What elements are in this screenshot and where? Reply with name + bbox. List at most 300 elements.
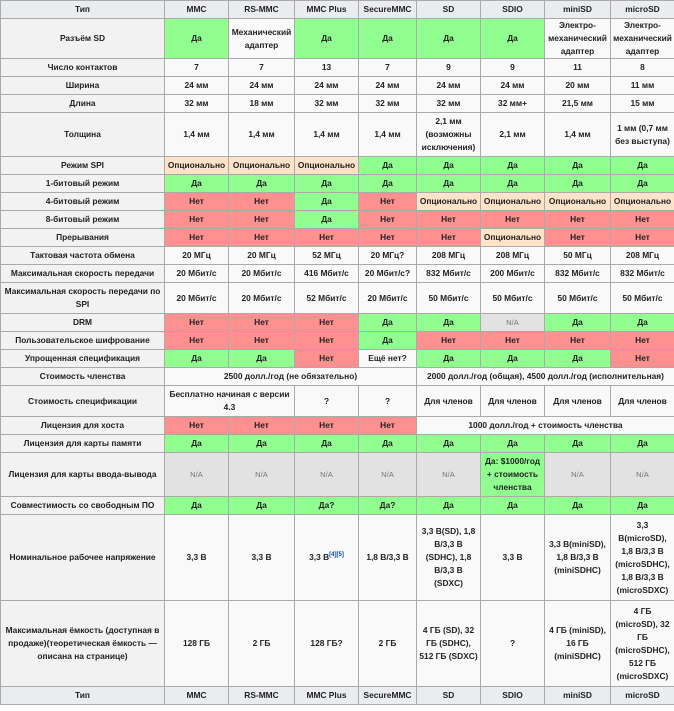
value-text: Нет	[189, 196, 204, 206]
value-cell	[611, 59, 674, 77]
value-cell	[229, 193, 295, 211]
value-text: Да	[507, 438, 518, 448]
value-text: Да	[507, 178, 518, 188]
value-text: Нет	[570, 232, 585, 242]
row-bit4	[1, 193, 674, 211]
value-text: Опционально	[483, 196, 542, 206]
value-cell	[229, 229, 295, 247]
value-cell	[295, 435, 359, 453]
footer-cell: microSD	[611, 687, 674, 705]
value-text: Бесплатно начиная с версии 4.3	[169, 389, 290, 412]
value-cell	[359, 265, 417, 283]
value-text: Да	[191, 353, 202, 363]
value-text: 18 мм	[249, 98, 274, 108]
value-cell	[545, 435, 611, 453]
value-cell	[359, 515, 417, 601]
value-cell	[481, 19, 545, 59]
header-cell: SD	[417, 1, 481, 19]
value-text: Да	[637, 160, 648, 170]
value-cell	[165, 211, 229, 229]
value-text: 2 ГБ	[378, 638, 397, 648]
value-cell	[229, 265, 295, 283]
value-text: Нет	[189, 232, 204, 242]
value-text: N/A	[506, 318, 519, 327]
value-text: Опционально	[548, 196, 607, 206]
header-cell: MMC Plus	[295, 1, 359, 19]
row-label: Совместимость со свободным ПО	[1, 497, 165, 515]
value-cell	[417, 350, 481, 368]
value-text: Да	[321, 33, 332, 43]
value-cell	[545, 497, 611, 515]
value-text: Нет	[254, 335, 269, 345]
value-cell	[229, 435, 295, 453]
value-cell	[611, 386, 674, 417]
value-cell	[295, 19, 359, 59]
row-label: DRM	[1, 314, 165, 332]
value-cell	[545, 386, 611, 417]
header-cell: miniSD	[545, 1, 611, 19]
value-cell	[229, 314, 295, 332]
value-cell	[165, 193, 229, 211]
value-cell	[295, 175, 359, 193]
value-cell	[545, 19, 611, 59]
value-cell	[611, 211, 674, 229]
value-cell	[417, 265, 481, 283]
value-cell	[295, 77, 359, 95]
value-text: Да	[572, 438, 583, 448]
value-text: 208 МГц	[495, 250, 530, 260]
value-text: Нет	[254, 232, 269, 242]
row-label: Лицензия для карты ввода-вывода	[1, 453, 165, 497]
reference-link[interactable]: [4][5]	[329, 552, 344, 559]
value-cell	[359, 95, 417, 113]
row-drm	[1, 314, 674, 332]
value-text: 128 ГБ?	[310, 638, 343, 648]
value-cell	[359, 193, 417, 211]
value-text: Нет	[570, 214, 585, 224]
value-text: Да	[443, 178, 454, 188]
value-cell	[295, 193, 359, 211]
row-voltage	[1, 515, 674, 601]
value-cell	[359, 77, 417, 95]
value-cell	[611, 175, 674, 193]
footer-cell: SDIO	[481, 687, 545, 705]
footer-cell: Тип	[1, 687, 165, 705]
row-speccost	[1, 386, 674, 417]
value-cell	[611, 265, 674, 283]
value-cell	[417, 332, 481, 350]
value-cell	[229, 95, 295, 113]
row-label: Ширина	[1, 77, 165, 95]
value-cell	[165, 77, 229, 95]
value-text: 20 МГц?	[370, 250, 405, 260]
value-cell	[545, 77, 611, 95]
value-cell	[481, 601, 545, 687]
value-text: Для членов	[618, 395, 667, 406]
value-text: 11	[573, 62, 582, 72]
value-text: 2000 долл./год (общая), 4500 долл./год (исполнительная)	[427, 371, 664, 381]
value-text: 50 Мбит/с	[622, 292, 663, 303]
value-text: N/A	[190, 470, 203, 479]
value-text: Да	[382, 160, 393, 170]
value-text: Да	[507, 353, 518, 363]
row-maxspeed	[1, 265, 674, 283]
value-text: Да?	[318, 500, 335, 510]
value-text: 3,3 В(microSD), 1,8 В/3,3 В (microSDHC), 1,8 В/3,3 В (microSDXC)	[615, 519, 670, 595]
value-cell	[417, 229, 481, 247]
value-cell	[417, 95, 481, 113]
value-cell	[295, 247, 359, 265]
value-text: Да	[637, 500, 648, 510]
value-cell	[165, 59, 229, 77]
footer-cell: RS-MMC	[229, 687, 295, 705]
value-cell	[417, 515, 481, 601]
value-cell	[611, 229, 674, 247]
value-text: 9	[446, 62, 451, 72]
value-text: Да	[256, 178, 267, 188]
value-cell	[417, 417, 674, 435]
value-cell	[229, 497, 295, 515]
value-cell	[481, 453, 545, 497]
value-cell	[545, 175, 611, 193]
value-text: 2 ГБ	[252, 638, 271, 648]
row-bit1	[1, 175, 674, 193]
value-text: Да	[382, 317, 393, 327]
value-cell	[229, 19, 295, 59]
value-text: 24 мм	[184, 80, 209, 90]
value-cell	[545, 350, 611, 368]
value-text: Да	[572, 353, 583, 363]
value-text: Да	[637, 317, 648, 327]
value-text: 24 мм	[500, 80, 525, 90]
value-text: Да?	[379, 500, 396, 510]
value-text: 20 Мбит/с	[367, 292, 408, 303]
row-label: Длина	[1, 95, 165, 113]
value-cell	[229, 77, 295, 95]
value-cell	[229, 247, 295, 265]
header-cell: SecureMMC	[359, 1, 417, 19]
value-cell	[481, 77, 545, 95]
value-text: Да	[507, 160, 518, 170]
value-text: 52 Мбит/с	[306, 292, 347, 303]
value-text: 4 ГБ (SD), 32 ГБ (SDHC), 512 ГБ (SDXC)	[419, 625, 478, 661]
value-cell	[481, 350, 545, 368]
value-text: 24 мм	[375, 80, 400, 90]
value-cell	[229, 113, 295, 157]
value-text: Да	[191, 438, 202, 448]
value-cell	[165, 95, 229, 113]
value-text: 3,3 В(SD), 1,8 В/3,3 В (SDHC), 1,8 В/3,3 В (SDXC)	[421, 526, 476, 588]
value-cell	[359, 59, 417, 77]
value-text: Нет	[254, 196, 269, 206]
value-cell	[295, 265, 359, 283]
value-text: 2500 долл./год (не обязательно)	[223, 371, 358, 381]
value-cell	[481, 247, 545, 265]
row-thickness	[1, 113, 674, 157]
value-cell	[229, 332, 295, 350]
value-cell	[295, 332, 359, 350]
row-label: Упрощенная спецификация	[1, 350, 165, 368]
value-cell	[417, 435, 481, 453]
value-text: ?	[323, 395, 330, 406]
value-text: Опционально	[483, 232, 542, 242]
footer-cell: SecureMMC	[359, 687, 417, 705]
row-label: 4-битовый режим	[1, 193, 165, 211]
header-cell: microSD	[611, 1, 674, 19]
value-text: 4 ГБ (miniSD), 16 ГБ (miniSDHC)	[549, 625, 606, 661]
value-text: Да	[382, 33, 393, 43]
value-cell	[165, 314, 229, 332]
value-cell	[295, 417, 359, 435]
value-text: Да	[256, 353, 267, 363]
value-cell	[165, 332, 229, 350]
value-text: 832 Мбит/с	[426, 268, 471, 278]
value-text: Для членов	[553, 395, 602, 406]
value-text: 1,4 мм	[313, 129, 340, 139]
value-text: Опционально	[419, 196, 478, 206]
value-text: Да	[572, 178, 583, 188]
value-text: 24 мм	[314, 80, 339, 90]
value-text: Нет	[319, 317, 334, 327]
value-text: 50 МГц	[563, 250, 592, 260]
value-cell	[611, 77, 674, 95]
value-text: Да	[443, 353, 454, 363]
value-cell	[295, 497, 359, 515]
value-text: 416 Мбит/с	[304, 268, 349, 278]
value-cell	[165, 113, 229, 157]
value-text: 32 мм	[184, 98, 209, 108]
value-cell	[229, 211, 295, 229]
value-cell	[295, 453, 359, 497]
header-cell: RS-MMC	[229, 1, 295, 19]
value-cell	[481, 193, 545, 211]
value-text: 11 мм	[630, 80, 655, 90]
value-cell	[229, 601, 295, 687]
value-text: Да	[443, 160, 454, 170]
value-cell	[359, 314, 417, 332]
value-cell	[611, 332, 674, 350]
value-text: Для членов	[424, 395, 473, 406]
value-cell	[295, 601, 359, 687]
value-cell	[417, 113, 481, 157]
value-text: 15 мм	[630, 98, 655, 108]
row-spi	[1, 157, 674, 175]
value-cell	[417, 386, 481, 417]
header-row	[1, 1, 674, 19]
row-label: Максимальная скорость передачи	[1, 265, 165, 283]
value-text: 13	[321, 62, 332, 72]
value-cell	[481, 175, 545, 193]
value-cell	[359, 332, 417, 350]
value-text: Да	[191, 500, 202, 510]
value-text: N/A	[571, 470, 584, 479]
value-text: 20 МГц	[247, 250, 276, 260]
value-text: 1,4 мм	[564, 129, 591, 139]
value-cell	[545, 95, 611, 113]
value-cell	[611, 497, 674, 515]
value-text: Да	[191, 178, 202, 188]
value-text: 3,3 В	[251, 552, 272, 562]
value-text: 20 Мбит/с	[241, 268, 282, 278]
value-cell	[545, 314, 611, 332]
value-cell	[229, 175, 295, 193]
value-cell	[481, 59, 545, 77]
value-cell	[545, 515, 611, 601]
row-label: Пользовательское шифрование	[1, 332, 165, 350]
value-cell	[545, 193, 611, 211]
value-cell	[359, 453, 417, 497]
value-cell	[481, 113, 545, 157]
row-razem	[1, 19, 674, 59]
value-cell	[295, 386, 359, 417]
value-text: Нет	[254, 420, 269, 430]
row-label: Лицензия для карты памяти	[1, 435, 165, 453]
value-text: Опционально	[167, 160, 226, 170]
value-cell	[417, 368, 674, 386]
value-text: Да	[572, 317, 583, 327]
value-cell	[359, 247, 417, 265]
value-text: Ещё нет?	[368, 353, 407, 363]
value-text: Нет	[254, 214, 269, 224]
value-cell	[295, 95, 359, 113]
value-cell	[165, 157, 229, 175]
value-text: 20 Мбит/с	[176, 292, 217, 303]
value-cell	[359, 211, 417, 229]
footer-cell: miniSD	[545, 687, 611, 705]
value-text: 128 ГБ	[182, 638, 211, 648]
value-cell	[165, 229, 229, 247]
value-text: Нет	[380, 420, 395, 430]
value-text: Нет	[319, 232, 334, 242]
value-cell	[165, 386, 295, 417]
value-text: Механический адаптер	[231, 26, 292, 50]
value-text: Нет	[380, 214, 395, 224]
value-cell	[417, 601, 481, 687]
row-freesw	[1, 497, 674, 515]
value-text: 24 мм	[436, 80, 461, 90]
row-simplified	[1, 350, 674, 368]
value-cell	[165, 265, 229, 283]
value-cell	[295, 59, 359, 77]
value-text: 208 МГц	[431, 250, 466, 260]
value-text: Опционально	[613, 196, 672, 206]
value-cell	[545, 283, 611, 314]
value-text: Нет	[380, 232, 395, 242]
row-label: Стоимость членства	[1, 368, 165, 386]
value-text: 20 МГц	[182, 250, 211, 260]
value-text: ?	[509, 638, 516, 648]
value-cell	[417, 77, 481, 95]
value-text: Да	[321, 196, 332, 206]
value-text: Нет	[635, 353, 650, 363]
value-text: Да	[507, 500, 518, 510]
value-text: Нет	[380, 196, 395, 206]
value-cell	[417, 59, 481, 77]
value-cell	[229, 417, 295, 435]
row-label: Разъём SD	[1, 19, 165, 59]
value-cell	[359, 157, 417, 175]
value-cell	[611, 601, 674, 687]
value-cell	[481, 157, 545, 175]
value-text: Нет	[635, 214, 650, 224]
value-text: N/A	[255, 470, 268, 479]
value-cell	[359, 497, 417, 515]
row-label: 8-битовый режим	[1, 211, 165, 229]
value-text: Опционально	[232, 160, 291, 170]
row-label: Тактовая частота обмена	[1, 247, 165, 265]
value-text: Да	[443, 33, 454, 43]
value-cell	[165, 350, 229, 368]
value-cell	[611, 314, 674, 332]
value-text: 50 Мбит/с	[492, 292, 533, 303]
value-cell	[295, 229, 359, 247]
value-text: Электро-механический адаптер	[548, 20, 607, 56]
value-text: 8	[640, 62, 645, 72]
value-cell	[481, 95, 545, 113]
value-text: 32 мм	[436, 98, 461, 108]
value-cell	[229, 350, 295, 368]
value-text: Да	[256, 438, 267, 448]
value-cell	[611, 19, 674, 59]
row-label: Номинальное рабочее напряжение	[1, 515, 165, 601]
value-cell	[359, 19, 417, 59]
value-cell	[165, 417, 229, 435]
value-cell	[545, 229, 611, 247]
value-text: 21,5 мм	[561, 98, 594, 108]
value-text: N/A	[636, 470, 649, 479]
value-text: 32 мм	[375, 98, 400, 108]
value-text: Да	[637, 438, 648, 448]
header-cell: MMC	[165, 1, 229, 19]
value-cell	[545, 332, 611, 350]
value-cell	[545, 157, 611, 175]
value-text: Нет	[319, 353, 334, 363]
value-text: 7	[194, 62, 199, 72]
value-cell	[545, 211, 611, 229]
value-cell	[611, 435, 674, 453]
value-cell	[611, 247, 674, 265]
value-text: Да	[572, 160, 583, 170]
value-text: 2,1 мм (возможны исключения)	[421, 116, 476, 152]
value-cell	[611, 95, 674, 113]
value-cell	[481, 386, 545, 417]
row-bit8	[1, 211, 674, 229]
value-text: Да	[637, 178, 648, 188]
value-text: Нет	[189, 335, 204, 345]
value-cell	[611, 515, 674, 601]
value-text: Да	[321, 214, 332, 224]
value-text: Нет	[319, 335, 334, 345]
value-text: Нет	[254, 317, 269, 327]
value-cell	[417, 247, 481, 265]
value-text: 1,4 мм	[183, 129, 210, 139]
value-text: 1000 долл./год + стоимость членства	[468, 420, 623, 430]
value-text: 832 Мбит/с	[620, 268, 665, 278]
value-text: Нет	[635, 232, 650, 242]
value-text: 32 мм	[314, 98, 339, 108]
value-text: Нет	[189, 420, 204, 430]
row-maxspeedspi	[1, 283, 674, 314]
value-cell	[295, 211, 359, 229]
value-cell	[481, 497, 545, 515]
row-capacity	[1, 601, 674, 687]
value-cell	[229, 59, 295, 77]
value-cell	[295, 157, 359, 175]
value-cell	[481, 314, 545, 332]
value-cell	[229, 515, 295, 601]
footer-cell: MMC Plus	[295, 687, 359, 705]
value-text: Опционально	[297, 160, 356, 170]
